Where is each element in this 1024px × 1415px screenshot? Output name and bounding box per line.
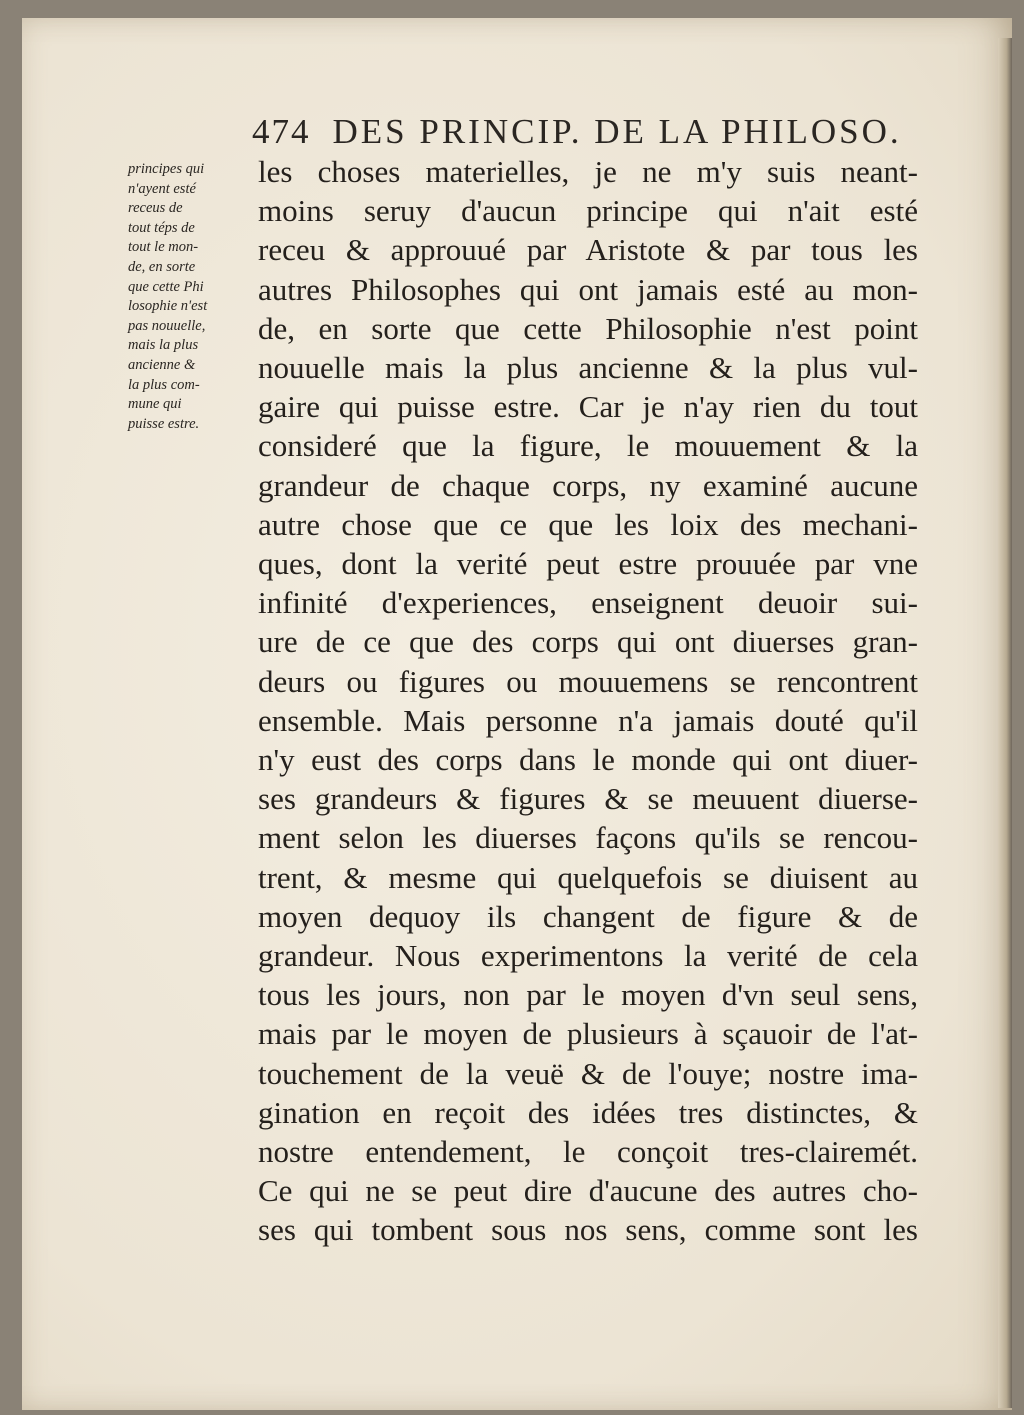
- marginal-note-line: principes qui: [128, 161, 205, 177]
- text-line: les choses materielles, je ne m'y suis neant-: [258, 154, 918, 189]
- marginal-note-line: puisse estre.: [128, 415, 200, 432]
- marginal-note: [128, 160, 250, 434]
- text-line: nouuelle mais la plus ancienne & la plus vul-: [258, 350, 918, 386]
- marginal-note-line: que cette Phi: [128, 278, 204, 295]
- text-line: gination en reçoit des idées tres distinctes, &: [258, 1094, 918, 1130]
- text-line: n'y eust des corps dans le monde qui ont diuer-: [258, 742, 918, 778]
- text-line: autre chose que ce que les loix des mechani-: [258, 506, 918, 542]
- text-line: ses qui tombent sous nos sens, comme sont les: [258, 1212, 918, 1248]
- marginal-note-line: ancienne &: [128, 356, 196, 373]
- text-line: infinité d'experiences, enseignent deuoir sui-: [258, 585, 918, 621]
- text-line: nostre entendement, le conçoit tres-clairemét.: [258, 1134, 918, 1170]
- text-line: trent, & mesme qui quelquefois se diuisent au: [258, 859, 918, 895]
- text-line: deurs ou figures ou mouuemens se rencontrent: [258, 663, 918, 699]
- text-line: tous les jours, non par le moyen d'vn seul sens,: [258, 977, 918, 1013]
- text-line: ment selon les diuerses façons qu'ils se rencou-: [258, 820, 918, 856]
- marginal-note-line: la plus com-: [128, 376, 200, 393]
- marginal-note-line: mais la plus: [128, 337, 199, 354]
- marginal-note-line: mune qui: [128, 396, 182, 413]
- text-line: moins seruy d'aucun principe qui n'ait esté: [258, 193, 918, 229]
- text-line: de, en sorte que cette Philosophie n'est point: [258, 310, 918, 346]
- text-line: grandeur. Nous experimentons la verité de cela: [258, 938, 918, 974]
- marginal-note-line: tout téps de: [128, 219, 195, 236]
- marginal-note-line: losophie n'est: [128, 298, 208, 315]
- marginal-note-line: pas nouuelle,: [128, 317, 206, 334]
- running-title: DES PRINCIP. DE LA PHILOSO.: [332, 112, 902, 151]
- text-line: consideré que la figure, le mouuement & la: [258, 428, 918, 464]
- text-line: moyen dequoy ils changent de figure & de: [258, 898, 918, 934]
- marginal-note-line: n'ayent esté: [128, 180, 196, 197]
- text-line: mais par le moyen de plusieurs à sçauoir de l'at-: [258, 1016, 918, 1052]
- marginal-note-line: receus de: [128, 200, 183, 217]
- text-line: touchement de la veuë & de l'ouye; nostre ima-: [258, 1055, 918, 1091]
- running-head: [252, 112, 902, 152]
- text-line: autres Philosophes qui ont jamais esté au mon-: [258, 271, 918, 307]
- text-line: ques, dont la verité peut estre prouuée par vne: [258, 546, 918, 582]
- marginal-note-line: de, en sorte: [128, 258, 196, 275]
- text-line: grandeur de chaque corps, ny examiné aucune: [258, 467, 918, 503]
- marginal-note-line: tout le mon-: [128, 239, 199, 256]
- text-line: ses grandeurs & figures & se meuuent diuerse-: [258, 781, 918, 817]
- page-edge: [998, 38, 1012, 1408]
- page-number: 474: [252, 112, 311, 151]
- text-line: gaire qui puisse estre. Car je n'ay rien du tout: [258, 389, 918, 425]
- text-line: ensemble. Mais personne n'a jamais douté qu'il: [258, 702, 918, 738]
- body-text: [258, 152, 918, 1250]
- text-line: receu & approuué par Aristote & par tous les: [258, 232, 918, 268]
- text-line: ure de ce que des corps qui ont diuerses gran-: [258, 624, 918, 660]
- text-line: Ce qui ne se peut dire d'aucune des autres cho-: [258, 1173, 918, 1209]
